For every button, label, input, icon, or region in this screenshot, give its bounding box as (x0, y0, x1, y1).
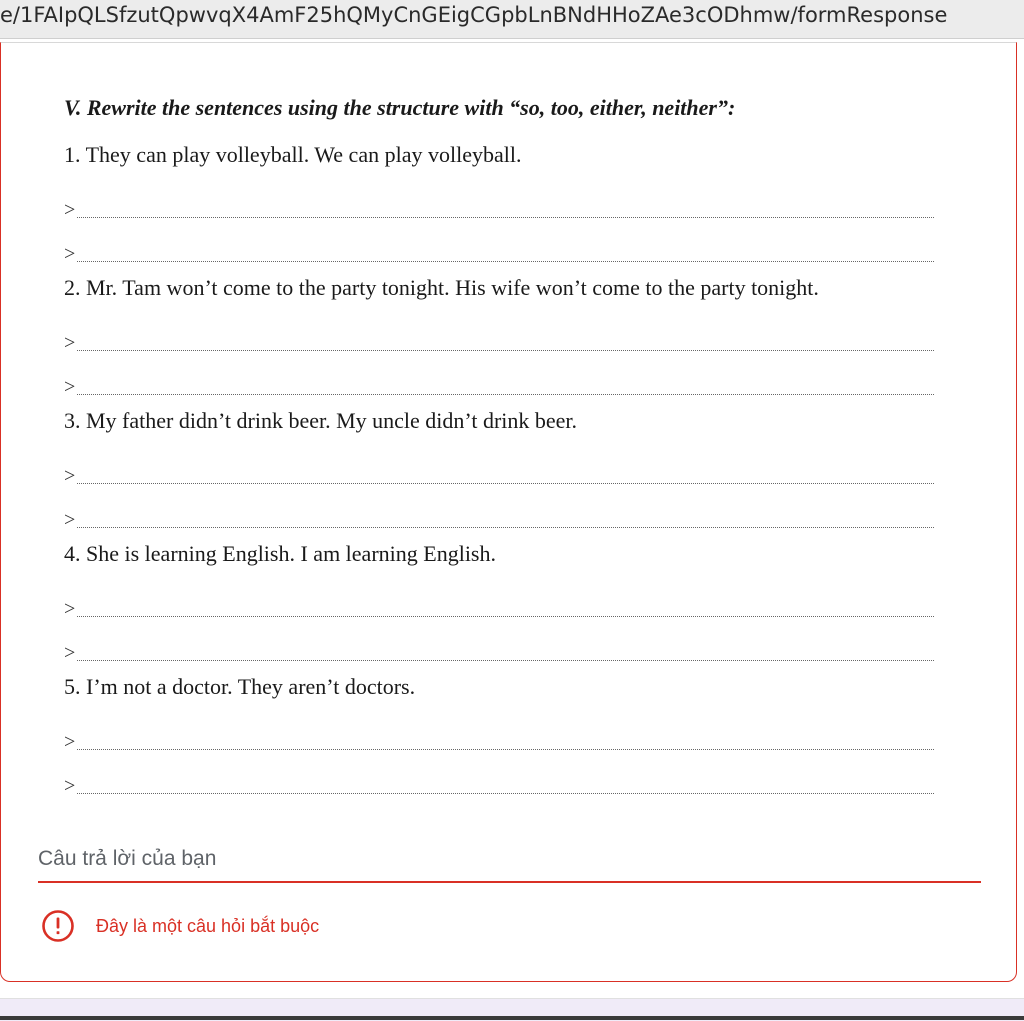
answer-input[interactable]: Câu trả lời của bạn (38, 843, 981, 883)
dotted-line (77, 748, 934, 750)
answer-line (64, 449, 934, 494)
dotted-line (77, 349, 934, 351)
dotted-line (77, 260, 934, 262)
exercise-sentence: 2. Mr. Tam won’t come to the party tonight. His wife won’t come to the party tonight. (64, 275, 819, 300)
answer-prompt-mark: > (64, 597, 76, 620)
exercise-heading: V. Rewrite the sentences using the structure with “so, too, either, neither”: (64, 95, 736, 120)
exercise-sentence: 4. She is learning English. I am learning English. (64, 541, 496, 566)
required-error (41, 909, 319, 943)
dotted-line (77, 216, 934, 218)
answer-prompt-mark: > (64, 509, 76, 531)
answer-line (64, 715, 934, 760)
error-icon (41, 909, 75, 943)
answer-prompt-mark: > (64, 376, 76, 398)
answer-prompt-mark: > (64, 464, 76, 487)
screen-edge (0, 1016, 1024, 1020)
exercise-sentence: 5. I’m not a doctor. They aren’t doctors. (64, 674, 416, 699)
question-image (64, 93, 934, 804)
answer-prompt-mark: > (64, 243, 76, 265)
exercise-sentence: 3. My father didn’t drink beer. My uncle didn’t drink beer. (64, 408, 578, 433)
dotted-line (77, 393, 934, 395)
dotted-line (77, 792, 934, 794)
question-card (0, 42, 1017, 982)
dotted-line (77, 615, 934, 617)
dotted-line (77, 482, 934, 484)
answer-line (64, 228, 934, 273)
answer-line (64, 760, 934, 805)
answer-line (64, 494, 934, 539)
answer-prompt-mark: > (64, 331, 76, 354)
dotted-line (77, 526, 934, 528)
answer-line (64, 183, 934, 228)
dotted-line (77, 659, 934, 661)
answer-line (64, 582, 934, 627)
answer-line (64, 627, 934, 672)
address-bar[interactable] (0, 0, 1024, 39)
exercise-items (64, 139, 934, 804)
answer-line (64, 361, 934, 406)
answer-prompt-mark: > (64, 642, 76, 664)
exercise-sentence: 1. They can play volleyball. We can play volleyball. (64, 142, 522, 167)
answer-prompt-mark: > (64, 198, 76, 221)
error-message: Đây là một câu hỏi bắt buộc (96, 915, 320, 936)
answer-prompt-mark: > (64, 775, 76, 797)
url-text[interactable]: e/1FAIpQLSfzutQpwvqX4AmF25hQMyCnGEigCGpbLnBNdHHoZAe3cODhmw/formResponse (0, 3, 948, 27)
answer-prompt-mark: > (64, 730, 76, 753)
answer-line (64, 316, 934, 361)
